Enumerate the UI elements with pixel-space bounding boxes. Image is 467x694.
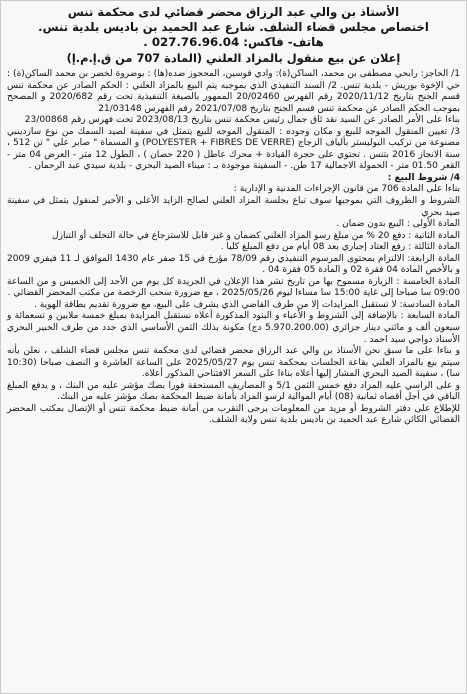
notice-header: [7, 5, 460, 66]
article-3: المادة الثالثة : رفع العتاد إجباري بعد 08 أيام من دفع المبلغ كليا .: [220, 242, 460, 253]
contact-information-paragraph: للإطلاع على دفتر الشروط أو مزيد من المعلومات يرجى التقرب من أمانة ضبط محكمة تنس أو الإتصال بمكتب المحضر القضائي الكائن شارع عبد الحميد بن باديس بلدية تنس ولاية الشلف.: [7, 403, 460, 426]
payment-terms-paragraph: و على الراسي عليه المزاد دفع خمس الثمن 5/1 و المصاريف المستحقة فورا بصك مؤشر عليه من البنك ، و يدفع المبلغ الباقي في أجل أقصاه ثمانية (08) أيام الموالية لرسو المزاد بأمانة ضبط المحكمة بصك مؤشر عليه من البنك.: [7, 380, 460, 403]
conditions-intro-paragraph: الشروط و الظروف التي بموجبها سوف تباع بجلسة المزاد العلني لصالح الزايد الأعلى و الأخير لمنقول يتمثل في سفينة صيد بحري: [7, 196, 460, 218]
bailiff-name-line: الأستاذ بن والي عبد الرزاق محضر قضائي لدى محكمة تنس: [67, 5, 400, 19]
article-7: المادة السابعة : بالإضافة إلى الشروط و الأعباء و البنود المذكورة أعلاه نستقبل المزايدة بمبلغ خمسة ملايين و تسعمائة و سبعون ألف و مائتي دينار جزائري (5.970.200.00 دج) مكونة بذلك الثمن الأساسي الذي حدد من طرف الخبير البحري الأستاذ دواجي سيد احمد .: [7, 311, 461, 345]
auction-announcement-paragraph: و بناءا على ما سبق نحن الأستاذ بن والي عبد الرزاق محضر قضائي لدى محكمة تنس مجلس قضاء الشلف ، نعلن بأنه سيتم بيع بالمزاد العلني بقاعة الجلسات بمحكمة تنس يوم 2025/05/27 على الساعة العاشرة و النصف صباحا (10:30 سا) ، سفينة الصيد البحري المشار إليها أعلاه بناءا على السعر الافتتاحي المذكور أعلاه.: [7, 346, 460, 380]
article-4: المادة الرابعة: الالتزام بمحتوى المرسوم التنفيذي رقم 78/09 مؤرخ في 15 صفر عام 1430 الموافق لـ 11 فيفري 2009 و بالأخص المادة 04 فقرة 02 و المادة 05 فقرة 04 .: [7, 253, 460, 276]
legal-basis-line: بناءا على المادة 706 من قانون الإجراءات المدنية و الإدارية :: [233, 184, 460, 195]
article-1: المادة الأولى : البيع بدون ضمان .: [336, 219, 460, 230]
notice-subject: إعلان عن بيع منقول بالمزاد العلني (المادة 707 من ق.إ.م.إ): [66, 51, 401, 65]
article-6: المادة السادسة: لا تستقبل المزايدات إلا من طرف القاضي الذي يشرف على البيع، مع ضرورة تقديم بطاقة الهوية .: [33, 299, 460, 310]
notice-frame: [7, 5, 460, 689]
parties-and-writ-paragraph: 1/ الحاجز: رابحي مصطفى بن محمد، الساكن(ة): وادي قوسين، المحجوز ضده(ها) : بوضروة لخضر بن محمد الساكن(ة) : حي الإخوة بوريش - بلدية تنس. 2/ السند التنفيذي الذي بموجبه يتم البيع بالمزاد العلني : الحكم الصادر عن محكمة تنس قسم الجنح بتاريخ 2020/11/12 رقم الفهرس 20/02460 الممهور بالصيغة التنفيذية تحت رقم 2020/682 و المصحح بموجب الحكم الصادر عن محكمة تنس قسم الجنح بتاريخ 2021/07/08 رقم الفهرس 21/03148: [7, 69, 460, 114]
sale-conditions-heading: 4/ شروط البيع :: [387, 172, 460, 183]
article-2: المادة الثانية : دفع 20 % من مبلغ رسو المزاد العلني كضمان و غير قابل للاسترجاع في حالة التخلف أو التنازل: [52, 230, 460, 241]
article-5: المادة الخامسة : الزيارة مسموح بها من تاريخ نشر هذا الإعلان في الجريدة كل يوم من الأحد إلى الخميس و من الساعة 09:00 سا صباحا إلى غاية 15:00 سا مساءا ليوم 2025/05/26 ، مع ضرورة سحب الرخصة من مكتب المحضر القضائي .: [7, 276, 460, 299]
phone-fax-line: هاتف- فاكس: 027.76.96.04 .: [143, 35, 324, 49]
jurisdiction-address-line: اختصاص مجلس قضاء الشلف. شارع عبد الحميد بن باديس بلدية تنس.: [38, 20, 429, 34]
notice-body: [7, 69, 460, 427]
item-description-paragraph: 3/ تعيين المنقول الموجه للبيع و مكان وجوده : المنقول الموجه للبيع يتمثل في سفينة لصيد السمك من نوع ساردينبي مصنوعة من تركيب البوليستر بألياف الزجاج (POLYESTER + FIBRES DE VERRE) و المسماة " صابر علي " تن 512 ، سنة الانجاز 2016 بتنس . تحتوي على حجرة القيادة + محرك عاطل ( 220 حصان ) ، الطول 12 متر - العرض 04 متر - القعر 01.50 متر - الحمولة الاجمالية 17 طن. - السفينة موجودة بـ : ميناء الصيد البحري - بلدية سيدي عبد الرحمان .: [7, 126, 461, 172]
court-order-paragraph: بناءا على الأمر الصادر عن السيد نقد ئاق جمال رئيس محكمة تنس بتاريخ 2023/08/13 تحت فهرس رقم 23/00868: [24, 115, 460, 126]
